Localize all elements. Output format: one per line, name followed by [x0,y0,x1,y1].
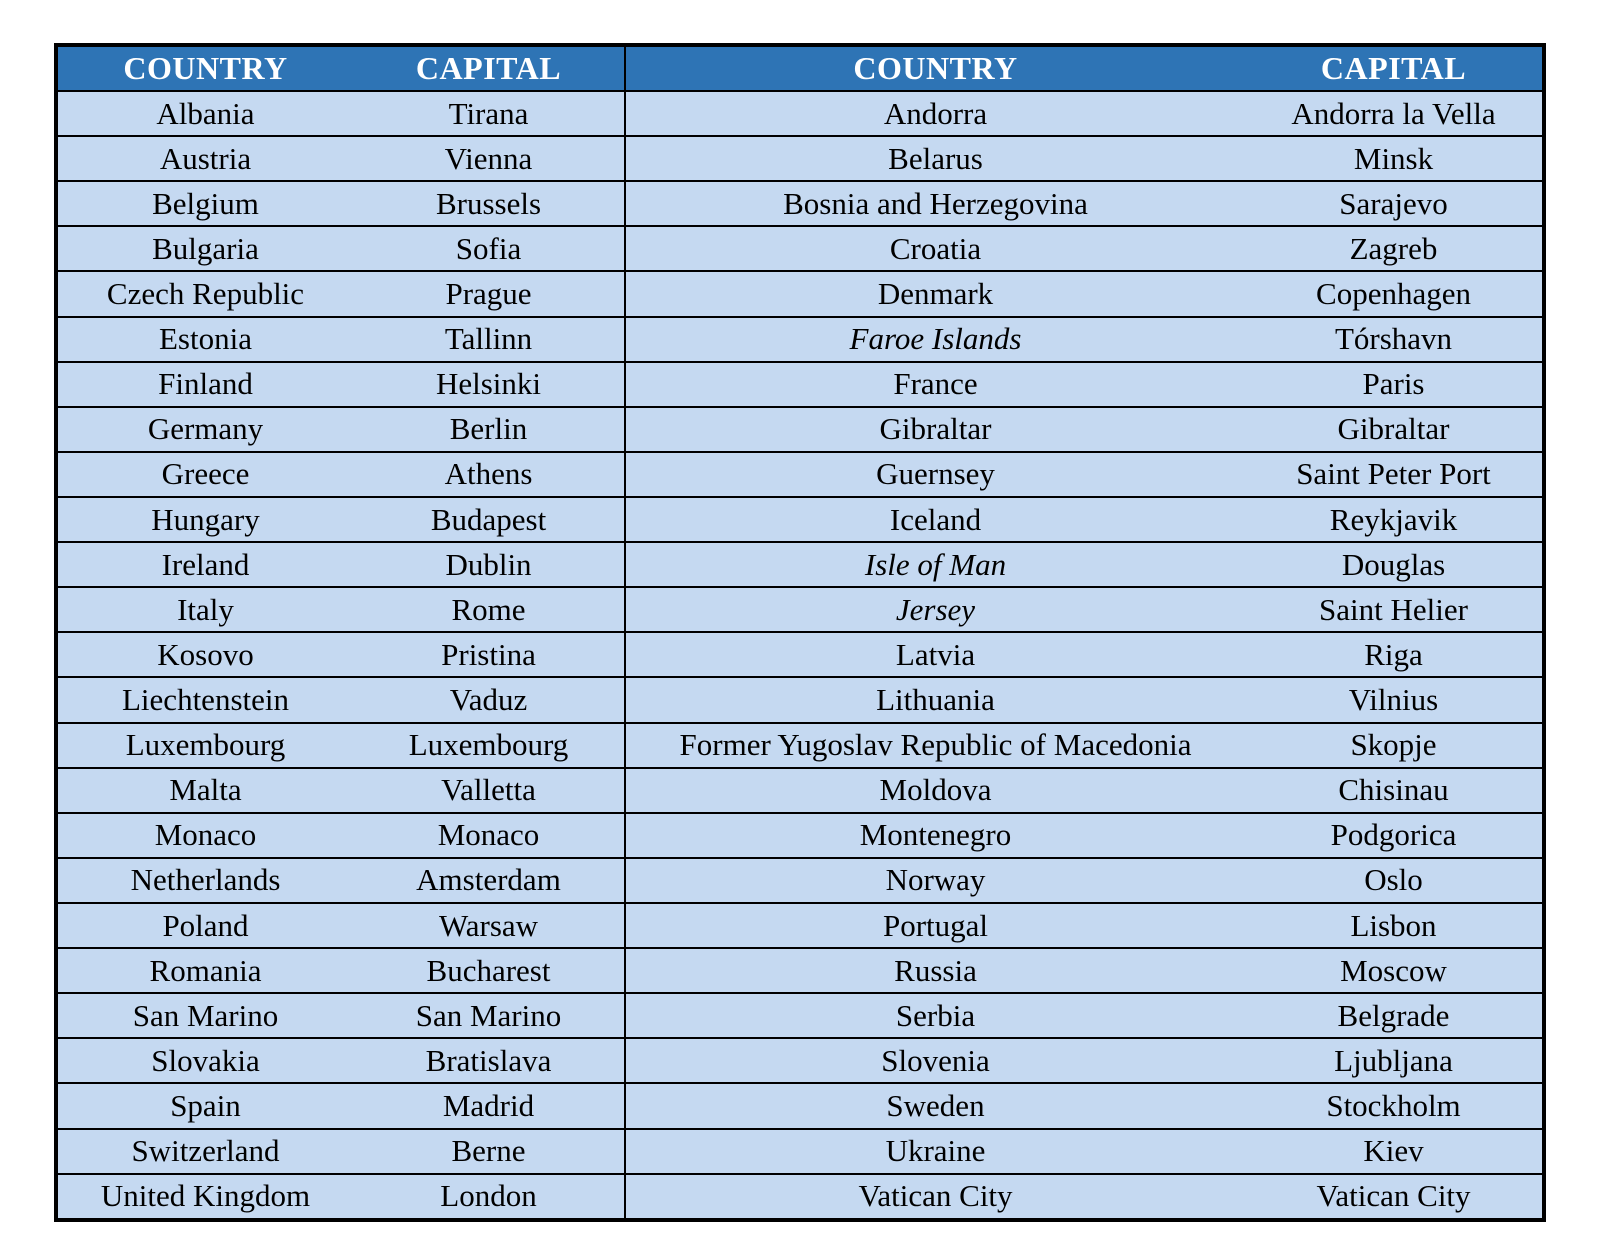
cell-capital: Reykjavik [1245,497,1542,542]
cell-country: Bulgaria [58,226,353,271]
cell-capital: Skopje [1245,723,1542,768]
cell-capital: Kiev [1245,1129,1542,1174]
cell-capital: Vatican City [1245,1174,1542,1218]
cell-country: Gibraltar [625,407,1245,452]
table-row [58,362,1542,407]
cell-capital: Douglas [1245,542,1542,587]
cell-country: Poland [58,903,353,948]
cell-country: Guernsey [625,452,1245,497]
table-row [58,632,1542,677]
cell-capital: London [353,1174,625,1218]
cell-capital: Berlin [353,407,625,452]
table-row [58,858,1542,903]
cell-capital: Luxembourg [353,723,625,768]
cell-country: Faroe Islands [625,317,1245,362]
cell-capital: Tallinn [353,317,625,362]
header-row [58,47,1542,91]
table-row [58,452,1542,497]
cell-country: Isle of Man [625,542,1245,587]
cell-country: Austria [58,136,353,181]
cell-capital: Bucharest [353,948,625,993]
cell-capital: Vienna [353,136,625,181]
cell-country: Italy [58,587,353,632]
cell-country: Slovakia [58,1038,353,1083]
cell-capital: Monaco [353,813,625,858]
cell-capital: Vilnius [1245,677,1542,722]
cell-capital: Budapest [353,497,625,542]
table-row [58,317,1542,362]
countries-capitals-table [54,43,1546,1222]
cell-country: Germany [58,407,353,452]
cell-country: Iceland [625,497,1245,542]
table-row [58,813,1542,858]
cell-country: Monaco [58,813,353,858]
cell-country: Portugal [625,903,1245,948]
cell-capital: Rome [353,587,625,632]
cell-capital: Minsk [1245,136,1542,181]
table-row [58,1129,1542,1174]
cell-capital: Saint Peter Port [1245,452,1542,497]
table-row [58,677,1542,722]
cell-country: Vatican City [625,1174,1245,1218]
cell-country: Ukraine [625,1129,1245,1174]
header-country-2: COUNTRY [625,47,1245,91]
cell-capital: Vaduz [353,677,625,722]
table-row [58,181,1542,226]
cell-capital: Chisinau [1245,768,1542,813]
cell-capital: Prague [353,271,625,316]
cell-country: Hungary [58,497,353,542]
cell-capital: Copenhagen [1245,271,1542,316]
cell-capital: Valletta [353,768,625,813]
cell-country: Latvia [625,632,1245,677]
header-capital-2: CAPITAL [1245,47,1542,91]
cell-country: Croatia [625,226,1245,271]
cell-capital: Gibraltar [1245,407,1542,452]
cell-country: Czech Republic [58,271,353,316]
cell-capital: Amsterdam [353,858,625,903]
header-country-1: COUNTRY [58,47,353,91]
cell-capital: Pristina [353,632,625,677]
cell-country: Belgium [58,181,353,226]
table-row [58,542,1542,587]
cell-capital: Tórshavn [1245,317,1542,362]
cell-country: Denmark [625,271,1245,316]
cell-capital: Podgorica [1245,813,1542,858]
cell-capital: Helsinki [353,362,625,407]
cell-country: Jersey [625,587,1245,632]
cell-country: Greece [58,452,353,497]
cell-country: Andorra [883,95,988,131]
cell-capital: Lisbon [1245,903,1542,948]
cell-capital: Riga [1245,632,1542,677]
cell-country: Albania [156,95,255,131]
table-row [58,1038,1542,1083]
table-row [58,1174,1542,1218]
cell-country: Belarus [625,136,1245,181]
data-table [58,47,1542,1218]
cell-country: Russia [625,948,1245,993]
header-capital-1: CAPITAL [353,47,625,91]
cell-capital: Warsaw [353,903,625,948]
table-row [58,226,1542,271]
cell-country: Moldova [625,768,1245,813]
cell-country: Spain [58,1083,353,1128]
cell-country: Liechtenstein [58,677,353,722]
cell-capital: Bratislava [353,1038,625,1083]
table-row [58,587,1542,632]
cell-capital: Tirana [353,91,625,136]
cell-country: Ireland [58,542,353,587]
cell-country: Luxembourg [58,723,353,768]
cell-capital: Brussels [353,181,625,226]
table-header [58,47,1542,91]
cell-country: Slovenia [625,1038,1245,1083]
cell-country: Kosovo [58,632,353,677]
table-row [58,723,1542,768]
cell-country: Romania [58,948,353,993]
cell-capital: Andorra la Vella [1291,95,1496,131]
cell-capital: Sofia [353,226,625,271]
cell-capital: Berne [353,1129,625,1174]
table-row [58,407,1542,452]
table-row [58,91,1542,136]
table-body [58,91,1542,1218]
cell-capital: Belgrade [1245,993,1542,1038]
cell-capital: San Marino [353,993,625,1038]
table-row [58,1083,1542,1128]
cell-capital: Oslo [1245,858,1542,903]
cell-country: Switzerland [58,1129,353,1174]
cell-capital: Dublin [353,542,625,587]
cell-country: Malta [58,768,353,813]
cell-capital: Athens [353,452,625,497]
cell-country: Montenegro [625,813,1245,858]
cell-capital: Saint Helier [1245,587,1542,632]
cell-capital: Paris [1245,362,1542,407]
table-row [58,993,1542,1038]
table-row [58,271,1542,316]
cell-capital: Madrid [353,1083,625,1128]
cell-country: France [625,362,1245,407]
table-row [58,948,1542,993]
cell-country: Netherlands [58,858,353,903]
cell-country: San Marino [58,993,353,1038]
table-row [58,497,1542,542]
table-row [58,768,1542,813]
table-row [58,903,1542,948]
cell-country: Norway [625,858,1245,903]
cell-capital: Moscow [1245,948,1542,993]
cell-country: Finland [58,362,353,407]
cell-capital: Ljubljana [1245,1038,1542,1083]
cell-country: United Kingdom [58,1174,353,1218]
cell-capital: Zagreb [1245,226,1542,271]
cell-capital: Sarajevo [1245,181,1542,226]
cell-country: Sweden [625,1083,1245,1128]
cell-country: Lithuania [625,677,1245,722]
table-row [58,136,1542,181]
cell-capital: Stockholm [1245,1083,1542,1128]
cell-country: Serbia [625,993,1245,1038]
cell-country: Estonia [58,317,353,362]
cell-country: Former Yugoslav Republic of Macedonia [625,723,1245,768]
cell-country: Bosnia and Herzegovina [625,181,1245,226]
